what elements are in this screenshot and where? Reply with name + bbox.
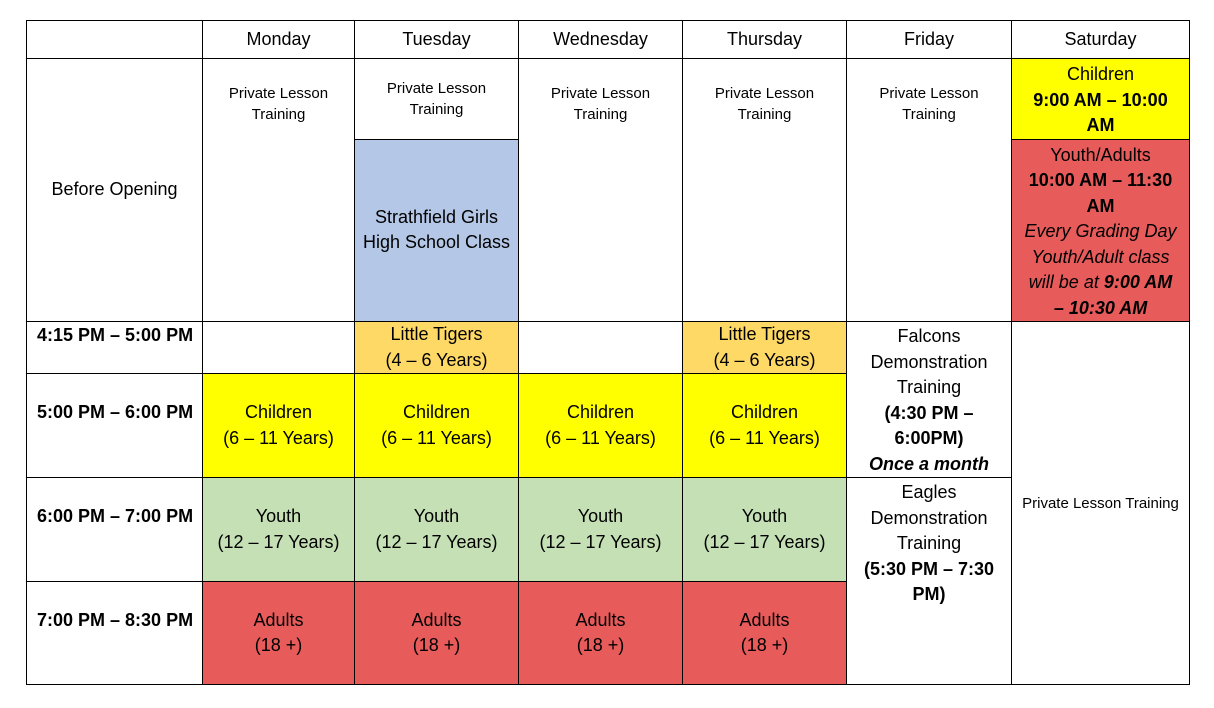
- monday-adults: [203, 582, 355, 685]
- private-lesson-line1: Private Lesson: [879, 85, 979, 102]
- grading-note-1: Every Grading Day: [1024, 221, 1177, 241]
- little-tigers-title: Little Tigers: [390, 324, 483, 345]
- slot-500-label: 5:00 PM – 6:00 PM: [27, 374, 203, 478]
- eagles-time1: (5:30 PM – 7:30: [863, 558, 995, 579]
- friday-eagles-training: [847, 478, 1012, 685]
- youth-title: Youth: [255, 506, 302, 526]
- tuesday-children: [355, 374, 519, 478]
- wednesday-adults: [519, 582, 683, 685]
- header-monday: Monday: [203, 21, 355, 59]
- tuesday-youth: [355, 478, 519, 582]
- monday-youth: [203, 478, 355, 582]
- slot-700-label: 7:00 PM – 8:30 PM: [27, 582, 203, 685]
- wednesday-youth: [519, 478, 683, 582]
- header-friday: Friday: [847, 21, 1012, 59]
- children-ages: (6 – 11 Years): [381, 427, 492, 448]
- strathfield-line1: Strathfield Girls: [374, 206, 499, 227]
- wednesday-415-empty: [519, 322, 683, 374]
- saturday-children-time-2: AM: [1086, 115, 1115, 135]
- thursday-little-tigers: [683, 322, 847, 374]
- slot-415-row: [27, 322, 1190, 374]
- before-opening-row-a: [27, 59, 1190, 140]
- strathfield-line2: High School Class: [362, 232, 511, 253]
- children-ages: (6 – 11 Years): [709, 427, 820, 448]
- youth-ages: (12 – 17 Years): [539, 531, 662, 552]
- class-timetable: [26, 20, 1190, 685]
- wednesday-children: [519, 374, 683, 478]
- private-lesson-line1: Private Lesson: [386, 79, 487, 97]
- saturday-children-title: Children: [1066, 64, 1135, 84]
- friday-private-lesson: [847, 59, 1012, 322]
- slot-415-label: 4:15 PM – 5:00 PM: [27, 322, 203, 374]
- wednesday-private-lesson: [519, 59, 683, 322]
- eagles-line2: Demonstration: [870, 507, 988, 528]
- adults-ages: (18 +): [576, 635, 625, 655]
- header-saturday: Saturday: [1012, 21, 1190, 59]
- tuesday-private-lesson: [355, 59, 519, 140]
- saturday-youth-title: Youth/Adults: [1050, 144, 1151, 165]
- thursday-youth: [683, 478, 847, 582]
- header-tuesday: Tuesday: [355, 21, 519, 59]
- tuesday-little-tigers: [355, 322, 519, 374]
- header-row: [27, 21, 1190, 59]
- youth-ages: (12 – 17 Years): [375, 531, 498, 552]
- header-corner-cell: [27, 21, 203, 59]
- private-lesson-line1: Private Lesson: [550, 85, 651, 102]
- little-tigers-ages: (4 – 6 Years): [713, 349, 816, 370]
- adults-title: Adults: [253, 609, 304, 630]
- thursday-private-lesson: [683, 59, 847, 322]
- private-lesson-line1: Private Lesson: [714, 85, 815, 102]
- private-lesson-line1: Private Lesson: [228, 85, 329, 102]
- tuesday-strathfield-class: [355, 139, 519, 322]
- youth-title: Youth: [413, 506, 460, 526]
- grading-note-3a: will be at: [1028, 272, 1104, 292]
- saturday-youth-time-1: 10:00 AM – 11:30: [1028, 170, 1173, 190]
- private-lesson-line2: Training: [409, 100, 464, 118]
- grading-note-4: – 10:30 AM: [1053, 297, 1148, 318]
- eagles-time2: PM): [912, 584, 946, 604]
- falcons-line2: Demonstration: [870, 351, 988, 372]
- children-ages: (6 – 11 Years): [223, 427, 334, 448]
- falcons-time2: 6:00PM): [894, 428, 964, 448]
- monday-private-lesson: [203, 59, 355, 322]
- private-lesson-line2: Training: [902, 106, 956, 123]
- saturday-youth-time-2: AM: [1086, 195, 1115, 216]
- grading-note-3: [1012, 270, 1189, 296]
- children-title: Children: [730, 402, 799, 423]
- adults-ages: (18 +): [254, 635, 303, 655]
- children-ages: (6 – 11 Years): [545, 427, 656, 448]
- saturday-youth-adults-class: [1012, 139, 1190, 322]
- saturday-children-time-1: 9:00 AM – 10:00: [1033, 89, 1168, 110]
- slot-600-label: 6:00 PM – 7:00 PM: [27, 478, 203, 582]
- children-title: Children: [402, 402, 471, 423]
- adults-ages: (18 +): [740, 635, 789, 655]
- eagles-line3: Training: [896, 533, 962, 553]
- grading-note-3b: 9:00 AM: [1103, 272, 1173, 292]
- youth-title: Youth: [741, 506, 788, 526]
- private-lesson-line2: Training: [573, 106, 628, 123]
- youth-ages: (12 – 17 Years): [703, 531, 826, 552]
- saturday-private-lesson: Private Lesson Training: [1012, 322, 1190, 685]
- children-title: Children: [566, 402, 635, 423]
- thursday-adults: [683, 582, 847, 685]
- youth-title: Youth: [577, 506, 624, 526]
- falcons-line3: Training: [896, 377, 962, 397]
- thursday-children: [683, 374, 847, 478]
- private-lesson-line2: Training: [251, 106, 306, 123]
- grading-note-2: Youth/Adult class: [1031, 246, 1170, 267]
- monday-children: [203, 374, 355, 478]
- falcons-line1: Falcons: [897, 326, 961, 346]
- adults-ages: (18 +): [412, 635, 461, 655]
- adults-title: Adults: [575, 609, 626, 630]
- little-tigers-title: Little Tigers: [718, 324, 811, 345]
- header-wednesday: Wednesday: [519, 21, 683, 59]
- friday-falcons-training: [847, 322, 1012, 478]
- falcons-note: Once a month: [868, 453, 989, 474]
- children-title: Children: [244, 402, 313, 423]
- tuesday-adults: [355, 582, 519, 685]
- header-thursday: Thursday: [683, 21, 847, 59]
- falcons-time1: (4:30 PM –: [884, 402, 974, 423]
- saturday-children-class: [1012, 59, 1190, 140]
- before-opening-label: Before Opening: [27, 59, 203, 322]
- monday-415-empty: [203, 322, 355, 374]
- private-lesson-line2: Training: [737, 106, 792, 123]
- eagles-line1: Eagles: [901, 482, 957, 502]
- little-tigers-ages: (4 – 6 Years): [385, 349, 488, 370]
- adults-title: Adults: [411, 609, 462, 630]
- adults-title: Adults: [739, 609, 790, 630]
- youth-ages: (12 – 17 Years): [217, 531, 340, 552]
